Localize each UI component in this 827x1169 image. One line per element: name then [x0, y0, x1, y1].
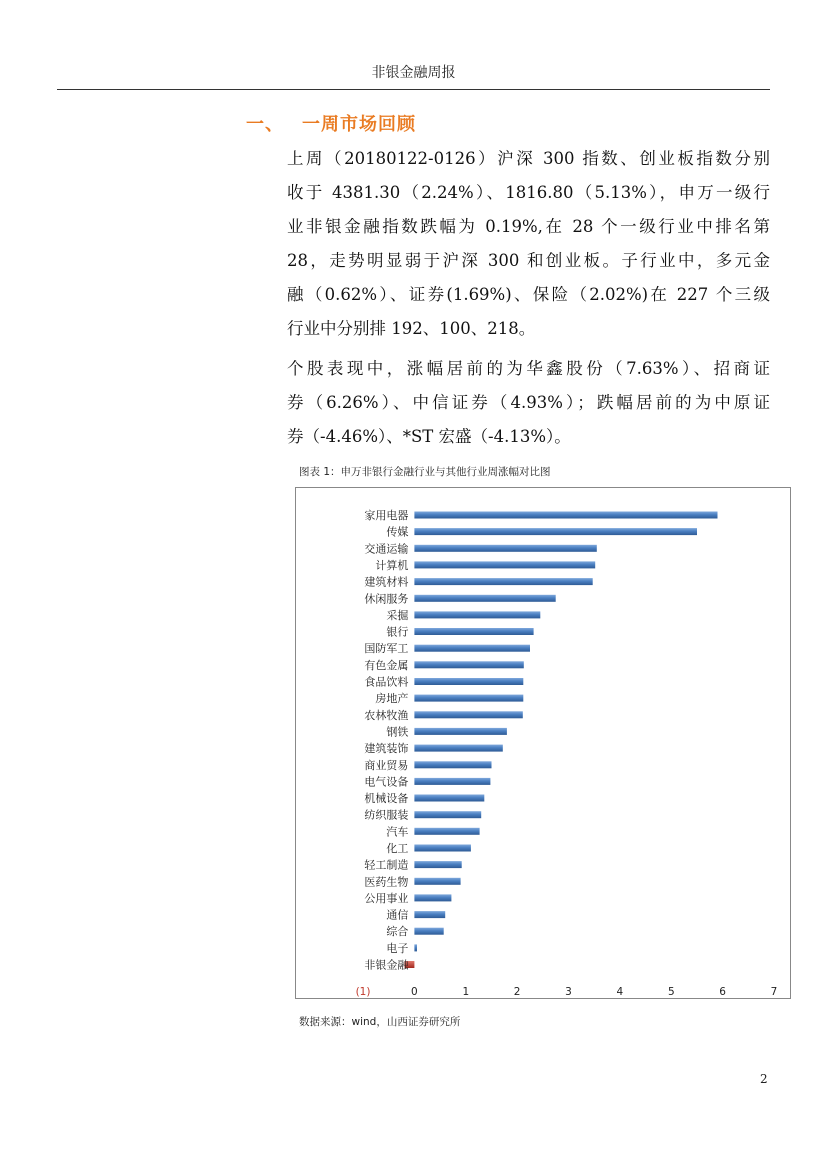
header-title: 非银金融周报	[371, 65, 456, 81]
section-number: 一、	[246, 114, 284, 135]
section-title: 一周市场回顾	[302, 114, 416, 135]
bar-家用电器	[414, 512, 717, 519]
bar-化工	[414, 845, 471, 852]
bar-计算机	[414, 561, 595, 568]
category-label: 食品饮料	[364, 675, 409, 689]
bar-医药生物	[414, 878, 460, 885]
x-tick-label: 1	[462, 986, 470, 998]
bar-钢铁	[414, 728, 507, 735]
category-label: 房地产	[375, 692, 409, 706]
chart-caption: 图表 1：申万非银行金融行业与其他行业周涨幅对比图	[299, 466, 551, 478]
category-label: 家用电器	[364, 509, 409, 522]
category-label: 非银金融	[364, 958, 409, 972]
header-rule	[57, 89, 770, 90]
bar-农林牧渔	[414, 711, 522, 718]
industry-return-bar-chart	[296, 488, 790, 998]
x-tick-label: 5	[667, 986, 675, 998]
category-label: 有色金属	[364, 658, 409, 672]
category-label: 交通运输	[364, 542, 409, 556]
paragraph-line: 券（6.26%）、中信证券（4.93%）；跌幅居前的为中原证	[287, 393, 770, 412]
bar-传媒	[414, 528, 697, 535]
bar-汽车	[414, 828, 479, 835]
bar-电气设备	[414, 778, 490, 785]
bar-国防军工	[414, 645, 530, 652]
source-note: 数据来源：wind，山西证券研究所	[299, 1016, 461, 1028]
category-label: 通信	[386, 908, 409, 922]
bar-交通运输	[414, 545, 596, 552]
category-label: 纺织服装	[364, 808, 409, 822]
bar-公用事业	[414, 894, 451, 901]
bar-纺织服装	[414, 811, 481, 818]
bar-机械设备	[414, 795, 484, 802]
category-label: 综合	[386, 925, 409, 939]
category-label: 农林牧渔	[364, 708, 409, 722]
category-label: 电子	[386, 941, 409, 955]
bar-建筑材料	[414, 578, 592, 585]
x-tick-label: (1)	[355, 986, 371, 998]
category-label: 机械设备	[364, 792, 409, 805]
x-tick-label: 0	[411, 986, 418, 998]
paragraph-line: 业非银金融指数跌幅为 0.19%,在 28 个一级行业中排名第	[287, 217, 770, 236]
category-label: 医药生物	[364, 875, 409, 889]
paragraph-line: 收于 4381.30（2.24%）、1816.80（5.13%），申万一级行	[287, 183, 770, 202]
paragraph-stock-performance	[287, 352, 770, 454]
category-label: 建筑材料	[364, 575, 409, 589]
category-label: 汽车	[386, 825, 409, 839]
paragraph-line: 上周（20180122-0126）沪深 300 指数、创业板指数分别	[287, 149, 770, 168]
section-heading	[246, 110, 416, 136]
paragraph-line: 个股表现中，涨幅居前的为华鑫股份（7.63%）、招商证	[287, 359, 770, 378]
paragraph-line: 融（0.62%）、证券(1.69%)、保险（2.02%)在 227 个三级	[287, 285, 770, 304]
bar-通信	[414, 911, 445, 918]
category-label: 化工	[386, 842, 409, 855]
category-label: 商业贸易	[364, 758, 409, 772]
category-label: 钢铁	[386, 725, 409, 739]
bar-建筑装饰	[414, 745, 502, 752]
bar-商业贸易	[414, 761, 491, 768]
paragraph-line: 券（-4.46%）、*ST 宏盛（-4.13%）。	[287, 427, 571, 446]
x-tick-label: 7	[770, 986, 778, 998]
category-label: 休闲服务	[364, 592, 409, 606]
bar-休闲服务	[414, 595, 555, 602]
category-label: 国防军工	[364, 642, 409, 656]
category-label: 采掘	[386, 608, 409, 622]
x-tick-label: 4	[616, 986, 624, 998]
x-tick-label: 3	[565, 986, 572, 998]
category-label: 计算机	[375, 558, 409, 572]
category-label: 轻工制造	[364, 858, 409, 872]
paragraph-market-review	[287, 142, 770, 346]
bar-轻工制造	[414, 861, 461, 868]
category-label: 传媒	[386, 525, 409, 539]
chart-frame	[295, 487, 791, 999]
category-label: 公用事业	[364, 891, 409, 905]
bar-房地产	[414, 695, 523, 702]
paragraph-line: 行业中分别排 192、100、218。	[287, 319, 536, 338]
page-number: 2	[760, 1072, 768, 1086]
x-tick-label: 6	[719, 986, 726, 998]
bar-采掘	[414, 611, 540, 618]
bar-有色金属	[414, 661, 523, 668]
category-label: 银行	[386, 625, 409, 639]
category-label: 电气设备	[364, 775, 409, 789]
paragraph-line: 28，走势明显弱于沪深 300 和创业板。子行业中，多元金	[287, 251, 770, 270]
x-tick-label: 2	[513, 986, 521, 998]
bar-食品饮料	[414, 678, 523, 685]
bar-综合	[414, 928, 443, 935]
bar-银行	[414, 628, 533, 635]
bar-电子	[414, 944, 417, 951]
category-label: 建筑装饰	[364, 742, 409, 756]
